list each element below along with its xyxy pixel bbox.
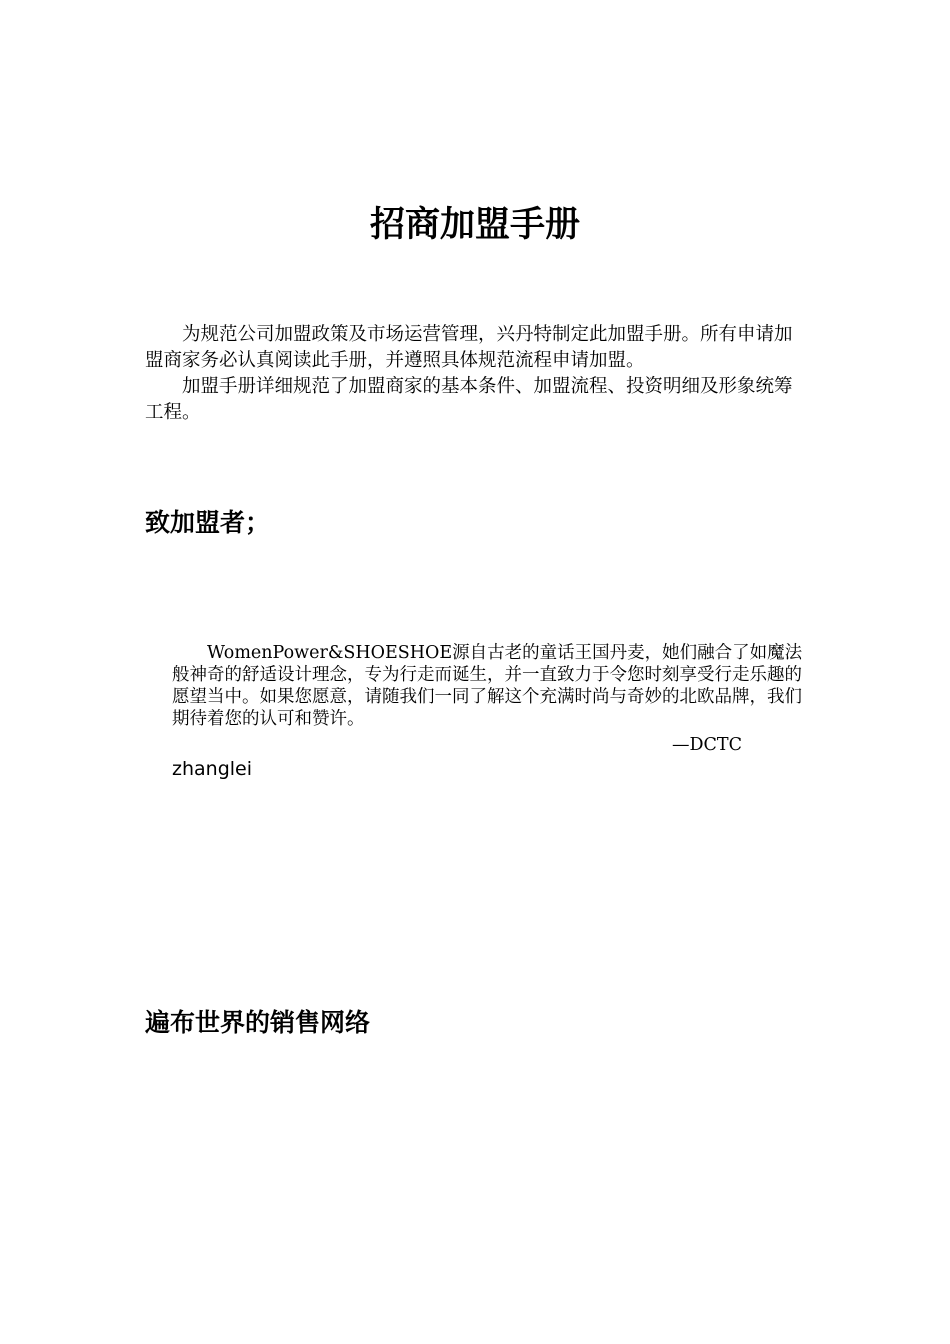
page-title: 招商加盟手册 [369, 205, 580, 245]
section-heading-to-franchisees: 致加盟者； [145, 508, 271, 537]
author-name: zhanglei [172, 758, 253, 780]
intro-paragraph: 为规范公司加盟政策及市场运营管理，兴丹特制定此加盟手册。所有申请加盟商家务必认真阅读此手册，并遵照具体规范流程申请加盟。 [145, 324, 793, 371]
letter-body [172, 642, 812, 730]
letter-paragraph: WomenPower&SHOESHOE源自古老的童话王国丹麦，她们融合了如魔法般神奇的舒适设计理念，专为行走而诞生，并一直致力于令您时刻享受行走乐趣的愿望当中。如果您愿意，请随我们一同了解这个充满时尚与奇妙的北欧品牌，我们期待着您的认可和赞许。 [172, 643, 803, 729]
intro-section [145, 322, 810, 426]
intro-paragraph: 加盟手册详细规范了加盟商家的基本条件、加盟流程、投资明细及形象统筹工程。 [145, 376, 793, 423]
section-heading-sales-network: 遍布世界的销售网络 [145, 1008, 371, 1037]
letter-signoff: —DCTC [672, 735, 742, 755]
